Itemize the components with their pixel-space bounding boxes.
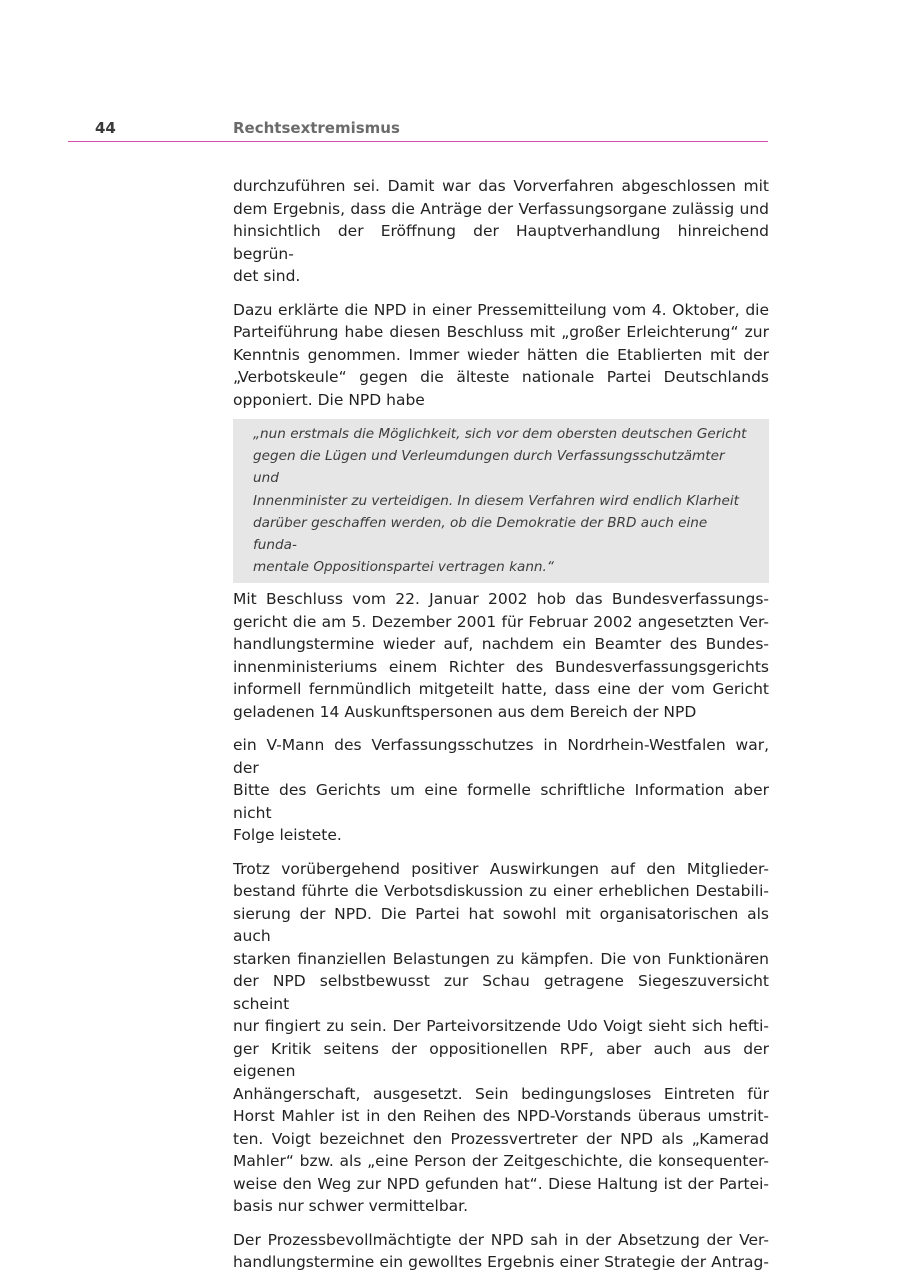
text-line: durchzuführen sei. Damit war das Vorverfahren abgeschlossen mit xyxy=(233,177,769,195)
text-line: Trotz vorübergehend positiver Auswirkungen auf den Mitglieder- xyxy=(233,859,769,878)
text-line: handlungstermine ein gewolltes Ergebnis einer Strategie der Antrag- xyxy=(233,1253,769,1272)
body-text xyxy=(233,175,769,1285)
paragraph xyxy=(233,734,769,847)
paragraph xyxy=(233,175,769,288)
text-line: basis nur schwer vermittelbar. xyxy=(233,1197,469,1216)
text-line: ein V-Mann des Verfassungsschutzes in Nordrhein-Westfalen war, der xyxy=(233,736,769,777)
text-line: gericht die am 5. Dezember 2001 für Februar 2002 angesetzten Ver- xyxy=(233,612,769,631)
block-quote xyxy=(233,419,769,583)
text-line: Anhängerschaft, ausgesetzt. Sein bedingungsloses Eintreten für xyxy=(233,1084,769,1103)
text-line: der NPD selbstbewusst zur Schau getragene Siegeszuversicht scheint xyxy=(233,972,769,1013)
text-line: Mahler“ bzw. als „eine Person der Zeitgeschichte, die konsequenter- xyxy=(233,1152,769,1171)
quote-line: „nun erstmals die Möglichkeit, sich vor dem obersten deutschen Gericht xyxy=(253,426,747,442)
text-line: weise den Weg zur NPD gefunden hat“. Diese Haltung ist der Partei- xyxy=(233,1174,769,1193)
paragraph xyxy=(233,858,769,1218)
text-line: Dazu erklärte die NPD in einer Pressemitteilung vom 4. Oktober, die xyxy=(233,300,769,319)
quote-text xyxy=(253,423,751,578)
text-line: innenministeriums einem Richter des Bundesverfassungsgerichts xyxy=(233,657,769,676)
text-line: hinsichtlich der Eröffnung der Hauptverhandlung hinreichend begrün- xyxy=(233,222,769,263)
text-line: ger Kritik seitens der oppositionellen RPF, aber auch aus der eigenen xyxy=(233,1039,769,1081)
quote-line: darüber geschaffen werden, ob die Demokratie der BRD auch eine funda- xyxy=(253,514,708,554)
paragraph xyxy=(233,588,769,723)
text-line: „Verbotskeule“ gegen die älteste nationale Partei Deutschlands xyxy=(233,368,769,386)
quote-line: mentale Oppositionspartei vertragen kann.“ xyxy=(253,559,554,576)
text-line: Mit Beschluss vom 22. Januar 2002 hob das Bundesverfassungs- xyxy=(233,590,769,609)
header-rule xyxy=(68,141,768,142)
text-line: starken finanziellen Belastungen zu kämpfen. Die von Funktionären xyxy=(233,949,769,968)
text-line: informell fernmündlich mitgeteilt hatte, dass eine der vom Gericht xyxy=(233,680,769,699)
text-line: Parteiführung habe diesen Beschluss mit „großer Erleichterung“ zur xyxy=(233,323,769,341)
quote-line: gegen die Lügen und Verleumdungen durch Verfassungsschutzämter und xyxy=(253,448,725,487)
quote-line: Innenminister zu verteidigen. In diesem Verfahren wird endlich Klarheit xyxy=(253,492,740,509)
text-line: bestand führte die Verbotsdiskussion zu einer erheblichen Destabili- xyxy=(233,882,769,901)
text-line: nur fingiert zu sein. Der Parteivorsitzende Udo Voigt sieht sich hefti- xyxy=(233,1017,769,1036)
text-line: Kenntnis genommen. Immer wieder hätten die Etablierten mit der xyxy=(233,345,769,364)
text-line: ten. Voigt bezeichnet den Prozessvertreter der NPD als „Kamerad xyxy=(233,1129,769,1148)
text-line: handlungstermine wieder auf, nachdem ein Beamter des Bundes- xyxy=(233,635,769,654)
text-line: Horst Mahler ist in den Reihen des NPD-Vorstands überaus umstrit- xyxy=(233,1107,769,1126)
text-line: Bitte des Gerichts um eine formelle schriftliche Information aber nicht xyxy=(233,781,769,822)
page-number: 44 xyxy=(95,119,116,137)
text-line: Der Prozessbevollmächtigte der NPD sah in der Absetzung der Ver- xyxy=(233,1230,769,1249)
text-line: geladenen 14 Auskunftspersonen aus dem Bereich der NPD xyxy=(233,702,697,721)
paragraph xyxy=(233,1229,769,1274)
text-line: sierung der NPD. Die Partei hat sowohl mit organisatorischen als auch xyxy=(233,904,769,946)
text-line: Folge leistete. xyxy=(233,826,342,845)
text-line: dem Ergebnis, dass die Anträge der Verfassungsorgane zulässig und xyxy=(233,199,769,218)
running-head: Rechtsextremismus xyxy=(233,119,400,137)
paragraph xyxy=(233,299,769,412)
text-line: det sind. xyxy=(233,267,301,285)
text-line: opponiert. Die NPD habe xyxy=(233,390,425,409)
